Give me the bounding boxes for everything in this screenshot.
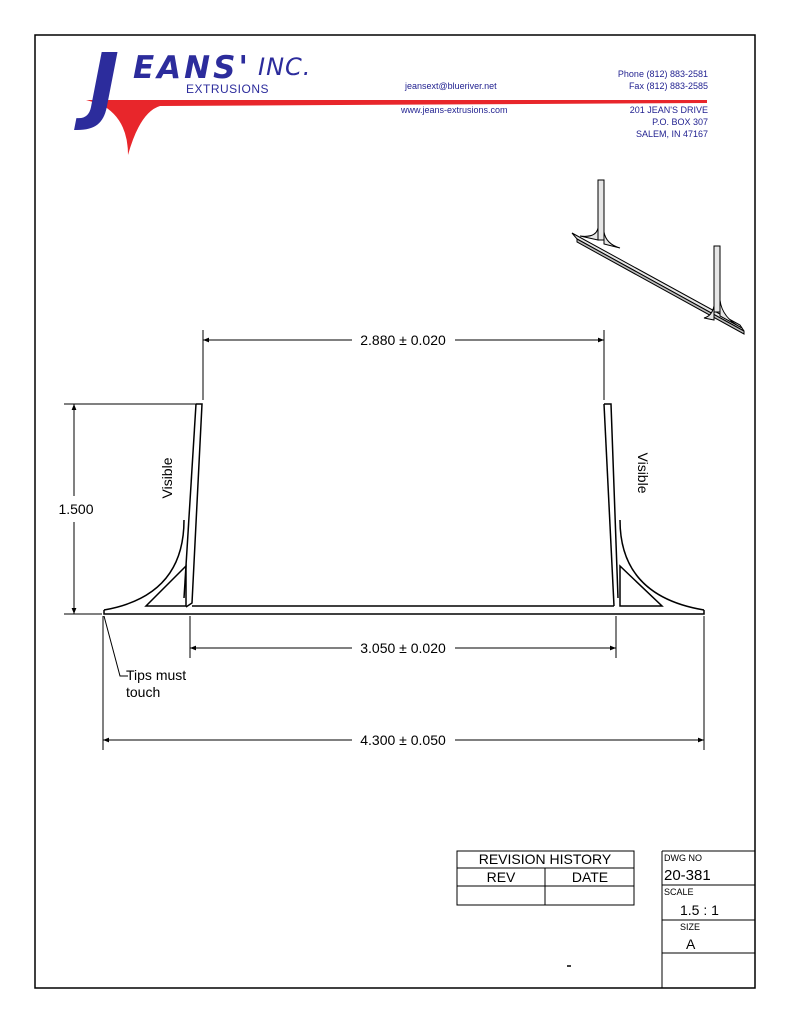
left-visible-note: Visible — [159, 457, 175, 499]
dwg-no-value: 20-381 — [664, 867, 711, 884]
dim-overall-width — [103, 616, 704, 750]
revision-history-title: REVISION HISTORY — [478, 851, 612, 867]
company-fax: Fax (812) 883-2585 — [628, 81, 708, 91]
size-value: A — [686, 936, 696, 952]
logo-extrusions: EXTRUSIONS — [186, 82, 270, 96]
dim-top-width-label: 2.880 ± 0.020 — [360, 332, 446, 348]
dwg-no-label: DWG NO — [664, 853, 702, 863]
revision-col-rev: REV — [486, 869, 516, 885]
logo-name-text: EANS — [133, 50, 239, 86]
tips-note-line2: touch — [126, 684, 161, 700]
company-address-line1: 201 JEAN'S DRIVE — [629, 105, 708, 115]
sheet-border — [35, 35, 755, 988]
logo-inc: INC. — [258, 53, 312, 81]
dim-inner-width-label: 3.050 ± 0.020 — [360, 640, 446, 656]
tips-leader — [104, 616, 128, 676]
company-email: jeansext@blueriver.net — [405, 81, 497, 91]
right-visible-note: Visible — [635, 452, 651, 494]
company-address-line3: SALEM, IN 47167 — [635, 129, 708, 139]
scale-label: SCALE — [664, 887, 694, 897]
logo-apostrophe: ' — [238, 50, 251, 86]
company-address-line2: P.O. BOX 307 — [652, 117, 708, 127]
size-label: SIZE — [680, 922, 701, 932]
logo-name — [133, 52, 251, 84]
dim-height-label: 1.500 — [58, 501, 94, 517]
isometric-view — [572, 180, 744, 334]
logo-letter-j: J — [88, 35, 120, 133]
tips-note-line1: Tips must — [126, 667, 187, 683]
revision-col-date: DATE — [571, 869, 609, 885]
extrusion-profile — [104, 404, 704, 614]
dim-overall-width-label: 4.300 ± 0.050 — [360, 732, 446, 748]
company-phone: Phone (812) 883-2581 — [617, 69, 708, 79]
scale-value: 1.5 : 1 — [680, 902, 719, 918]
company-website: www.jeans-extrusions.com — [401, 105, 508, 115]
